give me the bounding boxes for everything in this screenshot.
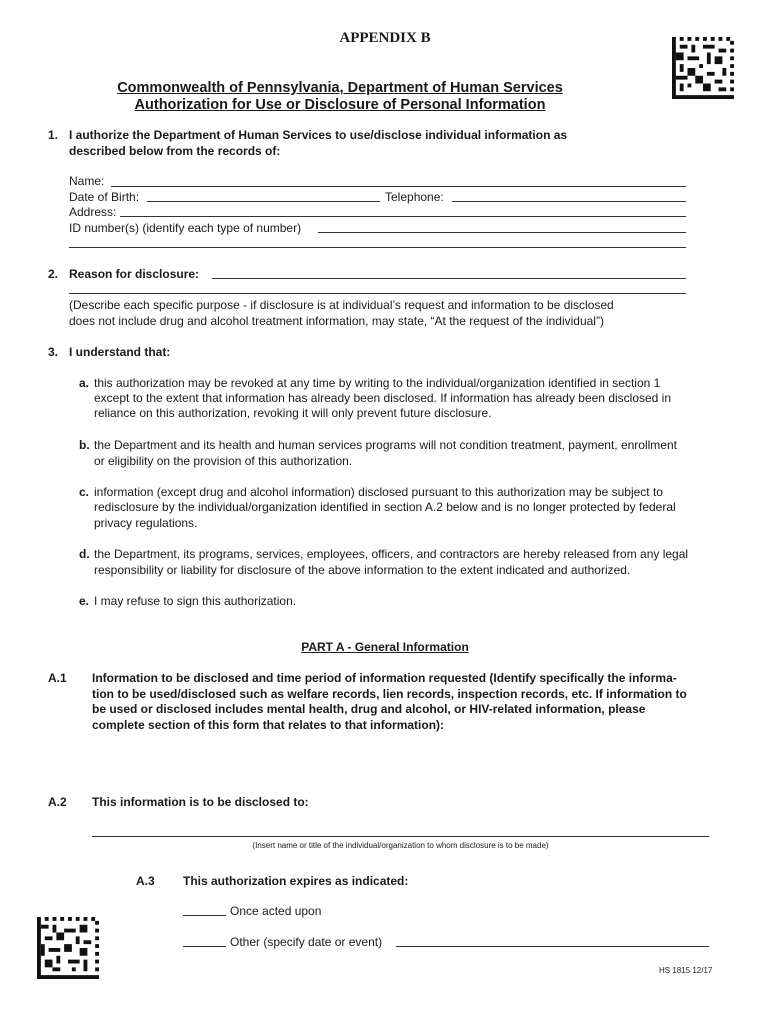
name-field[interactable] xyxy=(111,186,686,187)
section1-text-line1: I authorize the Department of Human Services to use/disclose individual information as xyxy=(69,128,568,142)
item-c-line1: information (except drug and alcohol information) disclosed pursuant to this authorization may be subject to xyxy=(94,485,663,499)
item-a-letter: a. xyxy=(79,376,90,390)
reason-note-line2: does not include drug and alcohol treatment information, may state, “At the request of the individual”) xyxy=(69,314,604,328)
item-a-line2: except to the extent that information has already been disclosed. If information has already been disclosed in xyxy=(94,391,672,405)
a3-label: This authorization expires as indicated: xyxy=(183,874,409,888)
a1-line2: tion to be used/disclosed such as welfare records, lien records, inspection records, etc. If information to xyxy=(92,687,687,701)
a1-number: A.1 xyxy=(48,671,67,685)
item-c-line3: privacy regulations. xyxy=(94,516,198,530)
once-acted-upon-field[interactable] xyxy=(183,915,226,916)
item-d-line2: responsibility or liability for disclosure of the above information to the extent indicated and authorized. xyxy=(94,563,631,577)
item-b-line1: the Department and its health and human services programs will not condition treatment, payment, enrollment xyxy=(94,438,677,452)
reason-note-line1: (Describe each specific purpose - if disclosure is at individual’s request and information to be disclosed xyxy=(69,298,614,312)
item-b-letter: b. xyxy=(79,438,90,452)
a3-number: A.3 xyxy=(136,874,155,888)
id-number-field-line2[interactable] xyxy=(69,247,686,248)
disclosure-recipient-field[interactable] xyxy=(92,836,709,837)
address-field[interactable] xyxy=(120,216,686,217)
telephone-field[interactable] xyxy=(452,201,686,202)
form-title-line1: Commonwealth of Pennsylvania, Department of Human Services xyxy=(117,80,563,96)
item-b-line2: or eligibility on the provision of this authorization. xyxy=(94,454,353,468)
name-label: Name: xyxy=(69,174,105,188)
item-a-line3: reliance on this authorization, revoking it will only prevent future disclosure. xyxy=(94,406,492,420)
form-number: HS 1815 12/17 xyxy=(659,966,713,975)
datamatrix-barcode-top xyxy=(672,36,734,100)
a2-number: A.2 xyxy=(48,795,67,809)
dob-field[interactable] xyxy=(147,201,380,202)
section2-number: 2. xyxy=(48,267,59,281)
appendix-heading: APPENDIX B xyxy=(339,30,431,46)
telephone-label: Telephone: xyxy=(385,190,444,204)
item-a-line1: this authorization may be revoked at any time by writing to the individual/organization identified in section 1 xyxy=(94,376,661,390)
item-d-line1: the Department, its programs, services, employees, officers, and contractors are hereby released from any legal xyxy=(94,547,689,561)
a1-line3: be used or disclosed includes mental health, drug and alcohol, or HIV-related information, please xyxy=(92,702,646,716)
item-c-line2: redisclosure by the individual/organization identified in section A.2 below and is no longer protected by federal xyxy=(94,500,676,514)
other-option-field[interactable] xyxy=(183,946,226,947)
once-acted-upon-label: Once acted upon xyxy=(230,904,322,918)
other-date-event-field[interactable] xyxy=(396,946,709,947)
part-a-heading: PART A - General Information xyxy=(301,640,469,654)
a1-line4: complete section of this form that relates to that information): xyxy=(92,718,445,732)
a1-line1: Information to be disclosed and time period of information requested (Identify specifically the informa- xyxy=(92,671,677,685)
other-option-label: Other (specify date or event) xyxy=(230,935,383,949)
id-number-field[interactable] xyxy=(318,232,686,233)
datamatrix-barcode-bottom xyxy=(37,916,99,980)
section1-number: 1. xyxy=(48,128,59,142)
item-c-letter: c. xyxy=(79,485,90,499)
section1-text-line2: described below from the records of: xyxy=(69,144,281,158)
form-title-line2: Authorization for Use or Disclosure of Personal Information xyxy=(134,97,546,113)
item-e-letter: e. xyxy=(79,594,90,608)
a2-label: This information is to be disclosed to: xyxy=(92,795,309,809)
a2-note: (Insert name or title of the individual/organization to whom disclosure is to be made) xyxy=(252,841,549,850)
reason-label: Reason for disclosure: xyxy=(69,267,200,281)
section3-number: 3. xyxy=(48,345,59,359)
address-label: Address: xyxy=(69,205,117,219)
id-number-label: ID number(s) (identify each type of number) xyxy=(69,221,302,235)
section3-label: I understand that: xyxy=(69,345,171,359)
item-d-letter: d. xyxy=(79,547,90,561)
dob-label: Date of Birth: xyxy=(69,190,140,204)
reason-field[interactable] xyxy=(212,278,686,279)
item-e-line1: I may refuse to sign this authorization. xyxy=(94,594,297,608)
reason-field-line2[interactable] xyxy=(69,293,686,294)
